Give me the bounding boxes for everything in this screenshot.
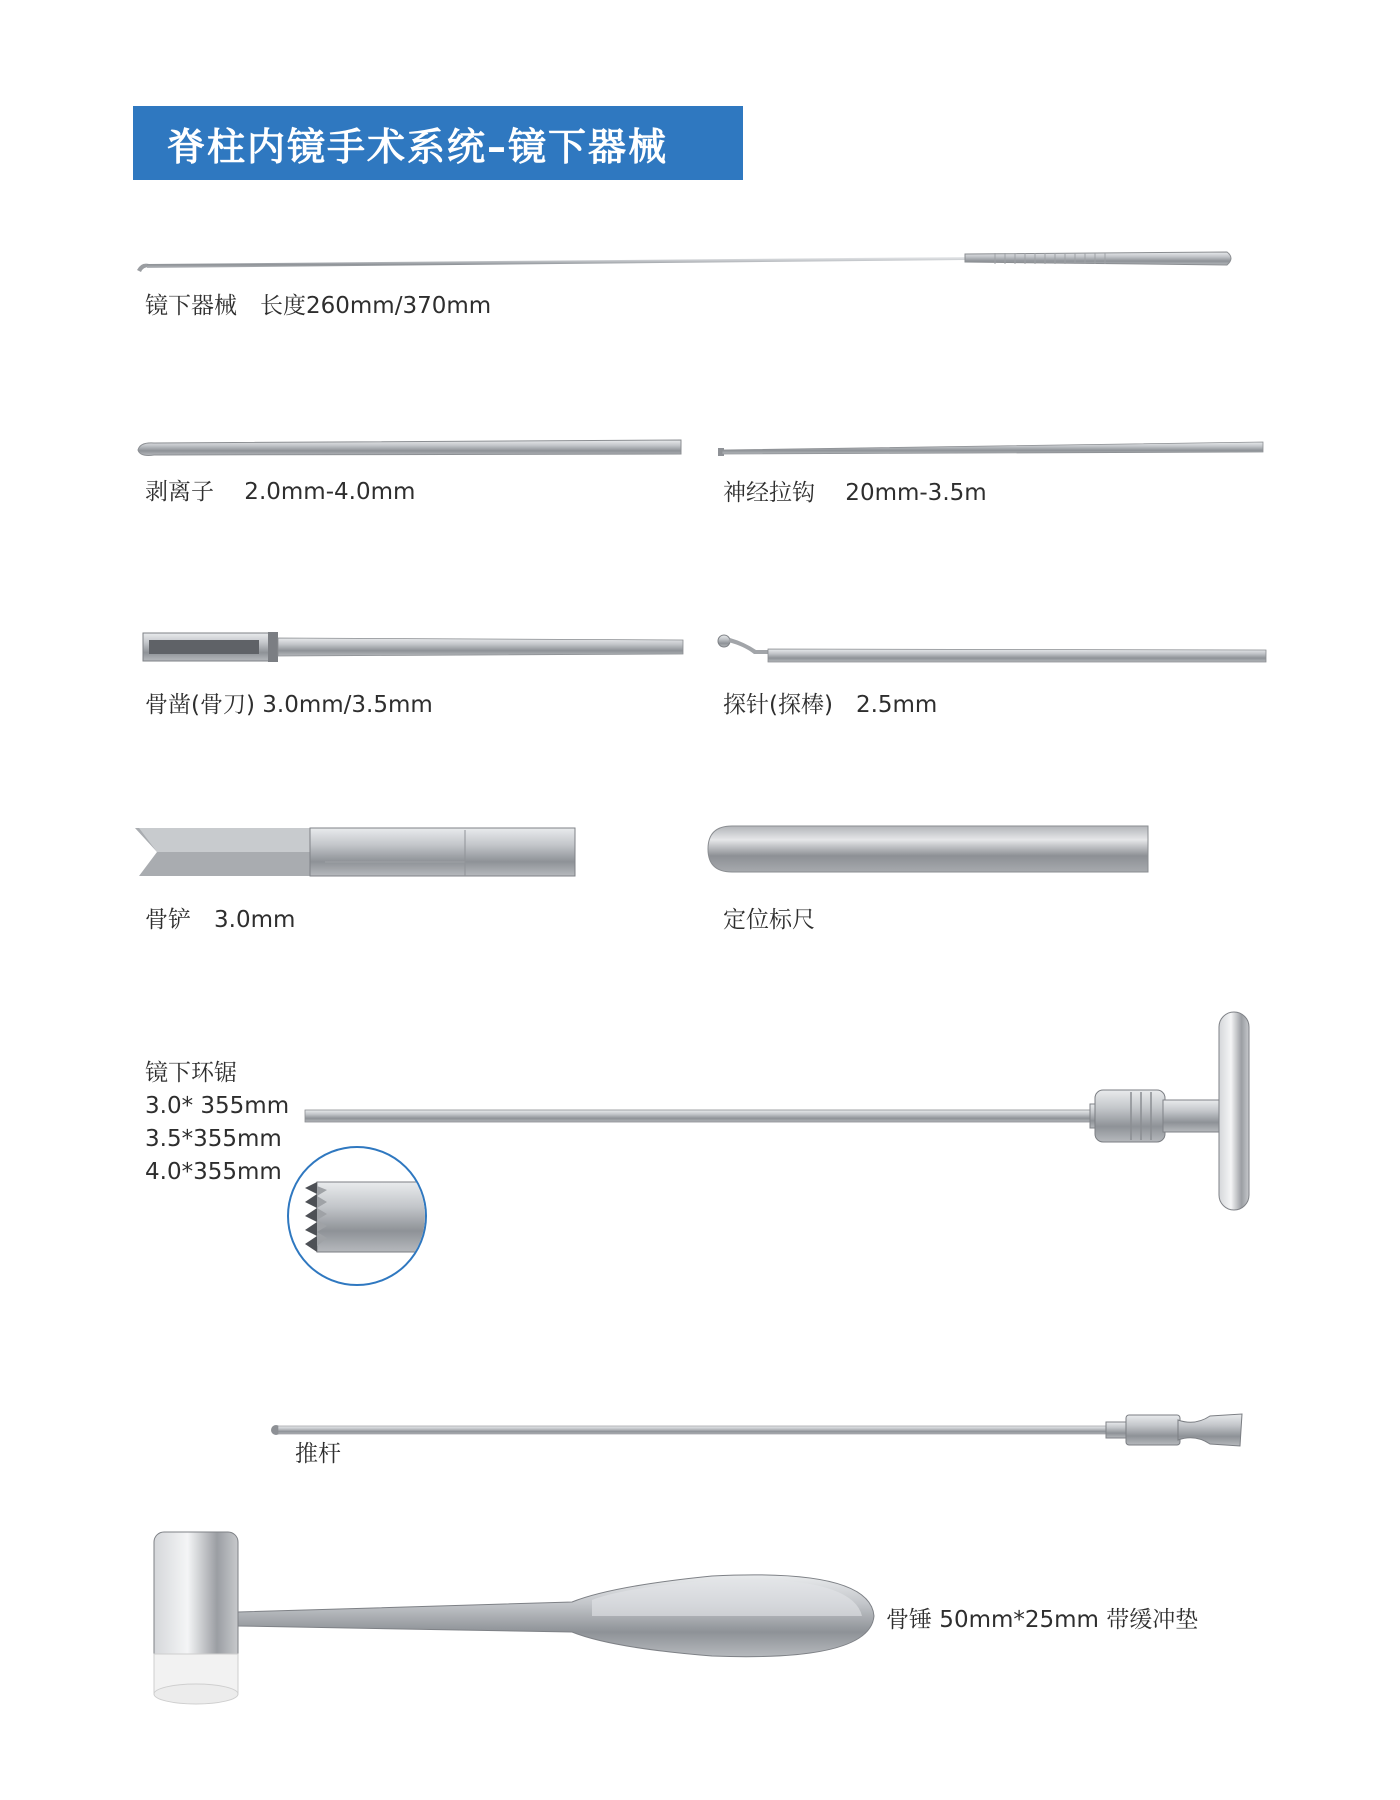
trephine-size-3: 4.0*355mm [145,1159,282,1185]
trephine-label: 镜下环锯 [145,1060,237,1086]
dissector-label: 剥离子 2.0mm-4.0mm [145,479,416,505]
dissector-icon [136,438,681,464]
long-probe-icon [135,248,1235,278]
bone-chisel-icon [143,630,683,666]
push-rod-icon [270,1410,1245,1450]
positioning-rod-label: 定位标尺 [723,907,815,933]
page-title: 脊柱内镜手术系统–镜下器械 [133,106,743,180]
nerve-hook-icon [718,440,1263,460]
mallet-icon [152,1530,877,1710]
bone-spatula-label: 骨铲 3.0mm [145,907,296,933]
trephine-detail-icon [287,1146,427,1286]
trephine-size-2: 3.5*355mm [145,1126,282,1152]
trephine-size-1: 3.0* 355mm [145,1093,290,1119]
push-rod-label: 推杆 [295,1441,341,1467]
bone-spatula-icon [135,826,575,880]
nerve-hook-label: 神经拉钩 20mm-3.5m [723,480,987,506]
long-probe-label: 镜下器械 长度260mm/370mm [145,293,492,319]
probe-icon [716,632,1266,668]
mallet-label: 骨锤 50mm*25mm 带缓冲垫 [886,1607,1199,1633]
bone-chisel-label: 骨凿(骨刀) 3.0mm/3.5mm [145,692,433,718]
positioning-rod-icon [708,826,1148,874]
trephine-icon [305,1012,1275,1212]
probe-label: 探针(探棒) 2.5mm [723,692,938,718]
